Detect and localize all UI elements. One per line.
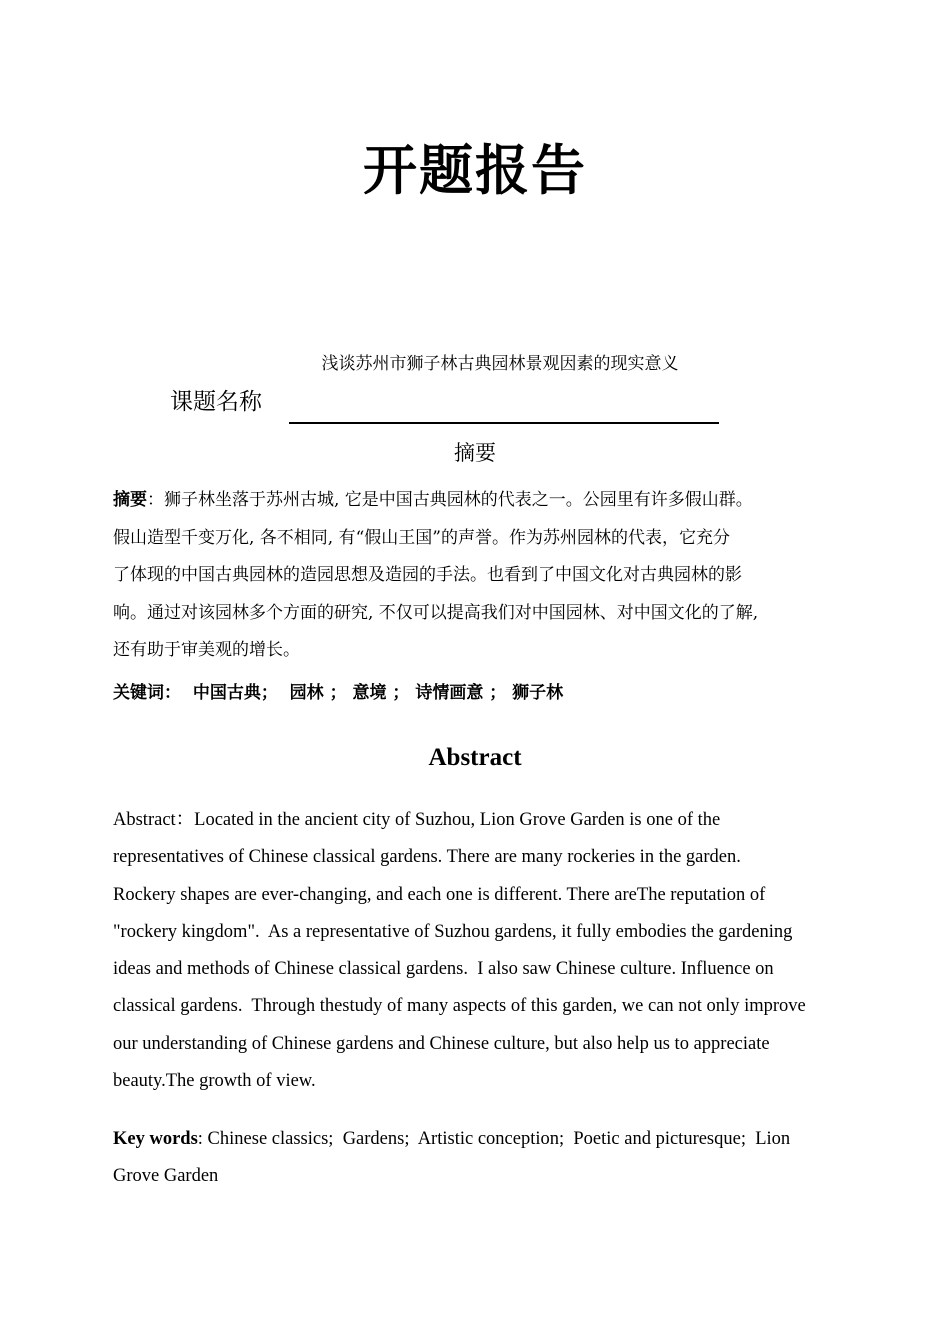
english-abstract-line: beauty.The growth of view. <box>113 1071 316 1092</box>
chinese-abstract-body <box>113 482 841 670</box>
english-abstract-heading: Abstract <box>428 744 522 771</box>
chinese-abstract-separator: ： <box>147 490 164 510</box>
english-keywords-line: Grove Garden <box>113 1166 219 1187</box>
chinese-abstract-line: 假山造型千变万化, 各不相同, 有“假山王国”的声誉。作为苏州园林的代表，它充分 <box>113 527 730 548</box>
chinese-keywords: 关键词： 中国古典； 园林 ； 意境 ； 诗情画意 ； 狮子林 <box>113 683 564 703</box>
document-title: 开题报告 <box>363 139 587 202</box>
topic-value: 浅谈苏州市狮子林古典园林景观因素的现实意义 <box>321 354 679 374</box>
english-keywords-line <box>113 1121 843 1158</box>
chinese-abstract-line: 还有助于审美观的增长。 <box>113 640 300 660</box>
chinese-abstract-line: 响。通过对该园林多个方面的研究, 不仅可以提高我们对中国园林、对中国文化的了解, <box>113 602 759 623</box>
english-keywords-label: Key words <box>113 1129 198 1149</box>
chinese-abstract-line: 了体现的中国古典园林的造园思想及造园的手法。也看到了中国文化对古典园林的影 <box>113 565 742 585</box>
english-abstract-body <box>113 802 843 1100</box>
english-keywords-text: : Chinese classics; Gardens; Artistic conception; Poetic and picturesque; Lion <box>197 1129 791 1149</box>
english-abstract-line: classical gardens. Through thestudy of many aspects of this garden, we can not only improve <box>113 996 806 1017</box>
english-abstract-line: Abstract：Located in the ancient city of Suzhou, Lion Grove Garden is one of the <box>113 810 721 830</box>
chinese-abstract-label: 摘要 <box>113 490 147 510</box>
english-keywords <box>113 1121 843 1196</box>
english-abstract-line: ideas and methods of Chinese classical gardens. I also saw Chinese culture. Influence on <box>113 959 774 980</box>
topic-underline <box>289 422 719 424</box>
chinese-abstract-text: 狮子林坐落于苏州古城, 它是中国古典园林的代表之一。公园里有许多假山群。 <box>164 490 753 510</box>
english-abstract-line: "rockery kingdom". As a representative of Suzhou gardens, it fully embodies the gardening <box>113 921 793 942</box>
topic-label: 课题名称 <box>170 389 262 415</box>
english-abstract-line: representatives of Chinese classical gardens. There are many rockeries in the garden. <box>113 847 741 868</box>
english-abstract-line: our understanding of Chinese gardens and Chinese culture, but also help us to appreciate <box>113 1033 770 1054</box>
chinese-abstract-line <box>113 482 841 520</box>
english-abstract-line: Rockery shapes are ever-changing, and each one is different. There areThe reputation of <box>113 884 766 905</box>
chinese-abstract-heading: 摘要 <box>454 441 496 465</box>
